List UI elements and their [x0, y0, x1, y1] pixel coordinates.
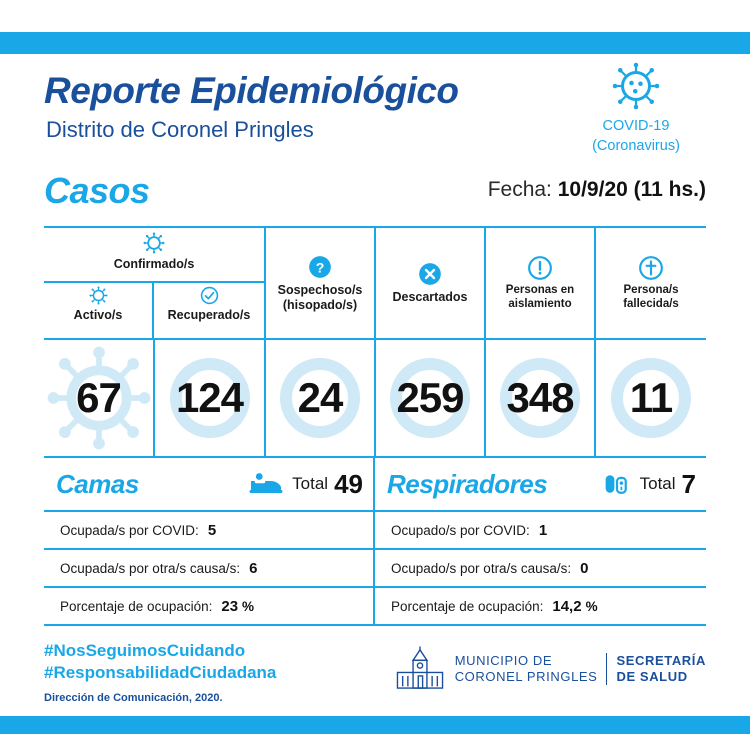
- cross-circle-icon: [638, 255, 664, 281]
- camas-total-label: Total: [292, 474, 329, 493]
- camas-row-otras: [44, 550, 373, 588]
- covid-label-line1: COVID-19: [602, 118, 670, 134]
- camas-porcentaje-value: 23: [221, 597, 239, 615]
- casos-section-header: [0, 164, 750, 226]
- camas-porcentaje-label: Porcentaje de ocupación:: [60, 598, 213, 614]
- cases-values-row: [44, 338, 706, 458]
- camas-covid-label: Ocupada/s por COVID:: [60, 522, 199, 538]
- bottom-accent-bar: [0, 716, 750, 734]
- value-fallecidos: [596, 340, 706, 456]
- respiradores-total-value: 7: [681, 468, 696, 499]
- column-activos: [44, 283, 154, 338]
- value-activos: [44, 340, 155, 456]
- respiradores-panel: [375, 458, 706, 624]
- fecha-block: [488, 178, 706, 202]
- municipality-building-icon: [394, 646, 446, 692]
- respiradores-header: [375, 458, 706, 512]
- check-circle-icon: [200, 286, 219, 305]
- fallecidos-label-line2: fallecida/s: [623, 297, 679, 310]
- value-aislamiento: [486, 340, 596, 456]
- casos-title: Casos: [44, 170, 150, 211]
- column-descartados: [376, 228, 486, 338]
- fallecidos-label-line1: Persona/s: [623, 284, 679, 297]
- column-fallecidos: [596, 228, 706, 338]
- fecha-value: 10/9/20 (11 hs.): [557, 178, 706, 201]
- hashtag-1: #NosSeguimosCuidando: [44, 641, 246, 660]
- covid-logo-block: [566, 62, 706, 155]
- hashtag-2: #ResponsabilidadCiudadana: [44, 663, 277, 683]
- cases-table: [44, 226, 706, 458]
- respiradores-covid-value: 1: [538, 521, 548, 539]
- value-descartados: [376, 340, 486, 456]
- report-content: [0, 54, 750, 716]
- report-footer: [44, 640, 706, 718]
- logo-salud-line2: DE SALUD: [616, 669, 688, 684]
- confirmados-header: [44, 228, 264, 283]
- ventilator-icon: [602, 470, 632, 498]
- camas-otras-value: 6: [249, 559, 258, 577]
- camas-total-value: 49: [334, 468, 363, 499]
- sospechosos-label-line1: Sospechoso/s: [277, 283, 363, 298]
- page-subtitle: Distrito de Coronel Pringles: [46, 116, 314, 142]
- respiradores-row-covid: [375, 512, 706, 550]
- respiradores-row-otras: [375, 550, 706, 588]
- respiradores-total-label: Total: [639, 474, 676, 493]
- respiradores-covid-label: Ocupado/s por COVID:: [391, 522, 530, 538]
- question-circle-icon: [307, 254, 333, 280]
- logo-muni-line1: MUNICIPIO DE: [454, 652, 553, 668]
- aislamiento-label-line2: aislamiento: [508, 297, 572, 310]
- respiradores-row-porcentaje: [375, 588, 706, 624]
- page-title: Reporte Epidemiológico: [44, 70, 459, 111]
- aislamiento-value: 348: [506, 374, 574, 421]
- column-confirmados: [44, 228, 266, 338]
- activos-value: 67: [76, 374, 121, 421]
- logo-muni-line2: CORONEL PRINGLES: [454, 669, 598, 684]
- column-aislamiento: [486, 228, 596, 338]
- respiradores-otras-value: 0: [580, 559, 589, 577]
- camas-panel: [44, 458, 375, 624]
- sospechosos-label-line2: (hisopado/s): [282, 297, 358, 312]
- respiradores-title: Respiradores: [387, 468, 548, 499]
- camas-row-porcentaje: [44, 588, 373, 624]
- confirmados-subcolumns: [44, 283, 264, 338]
- report-header: [0, 54, 750, 164]
- fallecidos-value: 11: [629, 374, 673, 421]
- respiradores-porcentaje-unit: %: [585, 598, 598, 614]
- column-recuperados: [154, 283, 264, 338]
- recuperados-label: Recuperado/s: [167, 308, 251, 322]
- column-sospechosos: [266, 228, 376, 338]
- respiradores-porcentaje-value: 14,2: [552, 597, 582, 615]
- virus-icon: [89, 286, 108, 305]
- aislamiento-label-line1: Personas en: [505, 284, 575, 297]
- x-circle-icon: [417, 261, 443, 287]
- camas-otras-label: Ocupada/s por otra/s causa/s:: [60, 560, 241, 576]
- recuperados-value: 124: [175, 374, 244, 421]
- confirmados-label: Confirmado/s: [113, 257, 195, 271]
- camas-header: [44, 458, 373, 512]
- svg-text:?: ?: [315, 259, 325, 276]
- municipality-logo: [394, 646, 706, 692]
- respiradores-otras-label: Ocupado/s por otra/s causa/s:: [391, 560, 572, 576]
- resources-section: [44, 458, 706, 626]
- fecha-label: Fecha:: [487, 178, 552, 201]
- camas-covid-value: 5: [207, 521, 217, 539]
- respiradores-porcentaje-label: Porcentaje de ocupación:: [391, 598, 544, 614]
- virus-icon: [612, 62, 660, 110]
- top-accent-bar: [0, 32, 750, 54]
- sospechosos-value: 24: [297, 374, 343, 421]
- bed-icon: [248, 471, 284, 497]
- activos-label: Activo/s: [73, 308, 123, 322]
- exclamation-circle-icon: [527, 255, 553, 281]
- cases-table-header: [44, 228, 706, 338]
- logo-salud-line1: SECRETARÍA: [616, 652, 706, 668]
- credit-line: Dirección de Comunicación, 2020.: [44, 692, 223, 705]
- descartados-label: Descartados: [392, 290, 468, 305]
- descartados-value: 259: [396, 374, 464, 421]
- value-recuperados: [155, 340, 266, 456]
- covid-label-line2: (Coronavirus): [592, 138, 680, 155]
- virus-icon: [143, 232, 165, 254]
- camas-title: Camas: [56, 468, 139, 499]
- camas-porcentaje-unit: %: [242, 598, 255, 614]
- value-sospechosos: [266, 340, 376, 456]
- camas-row-covid: [44, 512, 373, 550]
